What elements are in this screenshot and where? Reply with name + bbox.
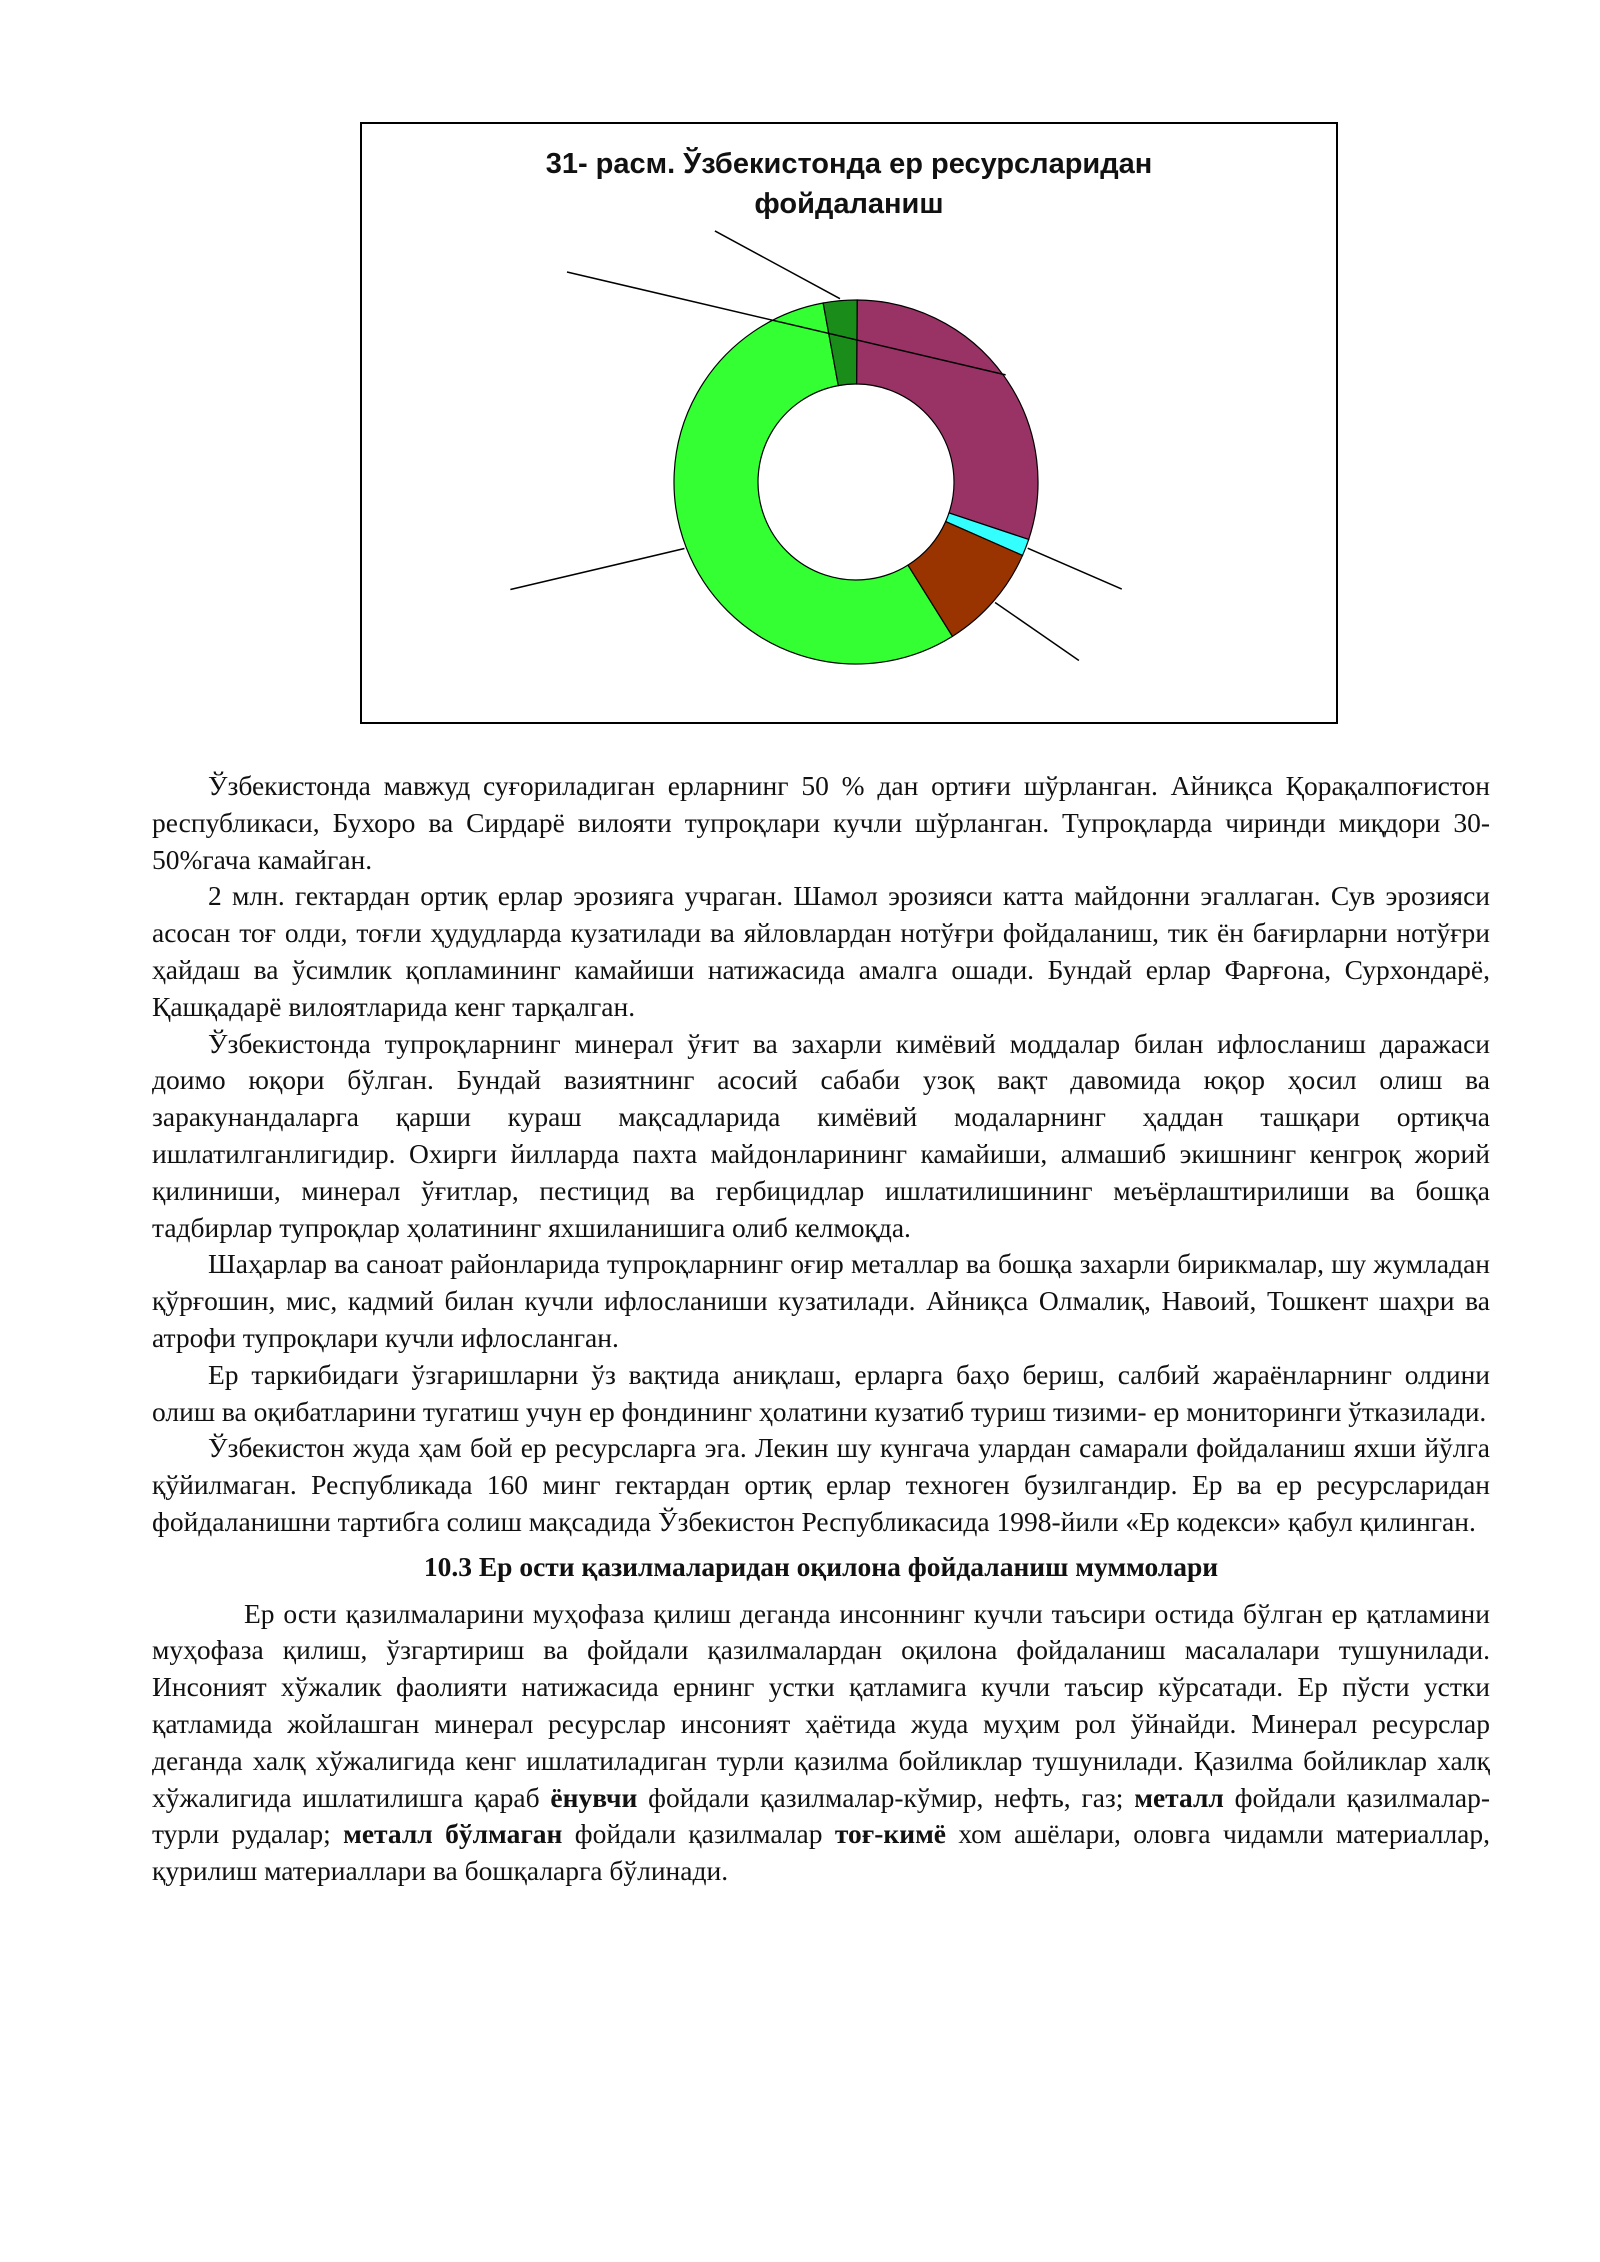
paragraph-6: Ўзбекистон жуда ҳам бой ер ресурсларга эга. Лекин шу кунгача улардан самарали фойдаланиш яхши йўлга қўйилмаган. Республикада 160 минг гектардан ортиқ ерлар техноген бузилгандир. Ер ва ер ресурсларидан фойдаланишни тартибга солиш мақсадида Ўзбекистон Республикасида 1998-йили «Ер кодекси» қабул қилинган. (152, 1432, 1490, 1537)
paragraph-7-text: Ер ости қазилмаларини муҳофаза қилиш деганда инсоннинг кучли таъсири остида бўлган ер қатламини муҳофаза қилиш, ўзгартириш ва фойдали қазилмалардан оқилона фойдаланиш масалалари тушунилади. Инсоният хўжалик фаолияти натижасида ернинг устки қатламига кучли таъсир кўрсатади. Ер пўсти устки қатламида жойлашган минерал ресурслар инсоният ҳаётида жуда муҳим рол ўйнайди. Минерал ресурслар деганда халқ хўжалигида кенг ишлатиладиган турли қазилма бойликлар тушунилади. Қазилма бойликлар халқ хўжалигида ишлатилишга қараб (152, 1597, 1490, 1813)
paragraph-2: 2 млн. гектардан ортиқ ерлар эрозияга учраган. Шамол эрозияси катта майдонни эгаллаган. Сув эрозияси асосан тоғ олди, тоғли ҳудудларда кузатилади ва яйловлардан нотўғри фойдаланиш, тик ён бағирларни нотўғри ҳайдаш ва ўсимлик қопламининг камайиши натижасида амалга ошади. Бундай ерлар Фарғона, Сурхондарё, Қашқадарё вилоятларида кенг тарқалган. (152, 880, 1490, 1022)
term-combustible: ёнувчи (550, 1781, 638, 1813)
paragraph-7-text-2: фойдали қазилмалар-кўмир, нефть, газ; (637, 1781, 1135, 1813)
donut-slice-3 (857, 300, 1038, 539)
chart-title-line-1: 31- расм. Ўзбекистонда ер ресурсларидан (545, 148, 1153, 180)
term-non-metal: металл бўлмаган (343, 1818, 563, 1850)
leader-line-4 (1028, 548, 1122, 589)
chart-title-line-2: фойдаланиш (754, 188, 944, 220)
donut-chart (362, 124, 1336, 722)
paragraph-3: Ўзбекистонда тупроқларнинг минерал ўғит ва захарли кимёвий моддалар билан ифлосланиш даражаси доимо юқори бўлган. Бундай вазиятнинг асосий сабаби узоқ вақт давомида юқор ҳосил олиш ва заракунандаларга қарши кураш мақсадларида кимёвий модаларнинг ҳаддан ташқари ортиқча ишлатилганлигидир. Охирги йилларда пахта майдонларининг камайиши, алмашиб экишнинг кенгроқ жорий қилиниши, минерал ўғитлар, пестицид ва гербицидлар ишлатилишининг меъёрлаштирилиши ва бошқа тадбирлар тупроқлар ҳолатининг яхшиланишига олиб келмоқда. (152, 1027, 1490, 1243)
term-mining-chemical: тоғ-кимё (834, 1818, 947, 1850)
paragraph-7-text-5: хом ашёлари, оловга чидамли материаллар, қурилиш материаллари ва бошқаларга бўлинади. (152, 1818, 1491, 1887)
body-text (152, 768, 1490, 1890)
leader-line-2 (715, 231, 840, 299)
paragraph-7-text-3: фойдали қазилмалар- турли рудалар; (152, 1781, 1490, 1850)
chart-frame (360, 122, 1338, 724)
leader-line-1 (510, 549, 684, 590)
paragraph-5: Ер таркибидаги ўзгаришларни ўз вақтида аниқлаш, ерларга баҳо бериш, салбий жараёнларнинг олдини олиш ва оқибатларини тугатиш учун ер фондининг ҳолатини кузатиб туриш тизими- ер мониторинги ўтказилади. (152, 1358, 1490, 1427)
leader-line-5 (995, 602, 1079, 660)
section-heading: 10.3 Ер ости қазилмаларидан оқилона фойдаланиш муммолари (423, 1550, 1219, 1582)
paragraph-4: Шаҳарлар ва саноат районларида тупроқларнинг оғир металлар ва бошқа захарли бирикмалар, шу жумладан қўрғошин, мис, кадмий билан кучли ифлосланиши кузатилади. Айниқса Олмалиқ, Навоий, Тошкент шаҳри ва атрофи тупроқлари кучли ифлосланган. (152, 1248, 1490, 1353)
paragraph-1: Ўзбекистонда мавжуд суғориладиган ерларнинг 50 % дан ортиғи шўрланган. Айниқса Қорақалпоғистон республикаси, Бухоро ва Сирдарё вилояти тупроқлари кучли шўрланган. Тупроқларда чиринди миқдори 30-50%гача камайган. (152, 770, 1490, 875)
paragraph-7 (152, 1596, 1490, 1890)
term-metal: металл (1134, 1781, 1224, 1813)
paragraph-7-text-4: фойдали қазилмалар (562, 1818, 835, 1850)
